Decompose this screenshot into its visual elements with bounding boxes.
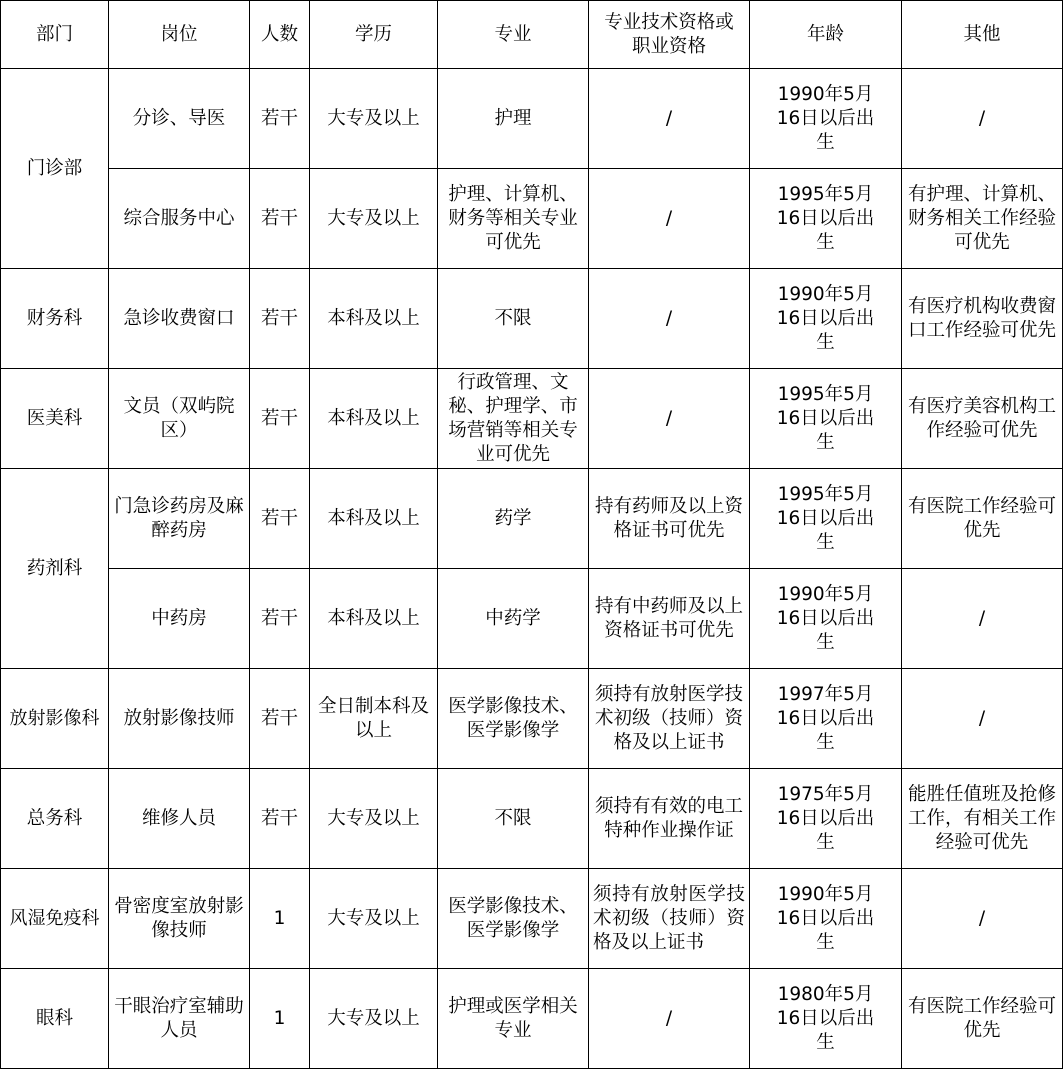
position-cell: 门急诊药房及麻醉药房 [109,469,250,569]
education-cell: 本科及以上 [310,269,438,369]
age-cell: 1997年5月16日以后出生 [750,669,902,769]
education-cell: 大专及以上 [310,969,438,1069]
qualification-cell: 须持有放射医学技术初级（技师）资格及以上证书 [589,869,750,969]
age-cell: 1980年5月16日以后出生 [750,969,902,1069]
header-row [1,1,1063,69]
count-cell: 若干 [250,769,310,869]
age-cell: 1975年5月16日以后出生 [750,769,902,869]
major-cell: 中药学 [438,569,589,669]
major-cell: 不限 [438,269,589,369]
education-cell: 大专及以上 [310,69,438,169]
count-cell: 若干 [250,69,310,169]
age-cell: 1995年5月16日以后出生 [750,369,902,469]
position-cell: 文员（双屿院区） [109,369,250,469]
dept-cell: 眼科 [1,969,109,1069]
count-cell: 若干 [250,269,310,369]
table-row [1,169,1063,269]
other-cell: 能胜任值班及抢修工作，有相关工作经验可优先 [902,769,1063,869]
education-cell: 本科及以上 [310,369,438,469]
qualification-cell: 持有中药师及以上资格证书可优先 [589,569,750,669]
age-cell: 1995年5月16日以后出生 [750,469,902,569]
header-qualification: 专业技术资格或职业资格 [589,1,750,69]
header-count: 人数 [250,1,310,69]
qualification-cell: / [589,269,750,369]
dept-cell: 门诊部 [1,69,109,269]
table-row [1,469,1063,569]
major-cell: 行政管理、文秘、护理学、市场营销等相关专业可优先 [438,369,589,469]
count-cell: 若干 [250,669,310,769]
position-cell: 分诊、导医 [109,69,250,169]
qualification-cell: / [589,169,750,269]
age-cell: 1990年5月16日以后出生 [750,569,902,669]
qualification-cell: 持有药师及以上资格证书可优先 [589,469,750,569]
dept-cell: 风湿免疫科 [1,869,109,969]
header-position: 岗位 [109,1,250,69]
age-cell: 1995年5月16日以后出生 [750,169,902,269]
education-cell: 大专及以上 [310,869,438,969]
header-other: 其他 [902,1,1063,69]
dept-cell: 医美科 [1,369,109,469]
table-row [1,969,1063,1069]
table-row [1,769,1063,869]
major-cell: 医学影像技术、医学影像学 [438,869,589,969]
qualification-cell: / [589,69,750,169]
position-cell: 中药房 [109,569,250,669]
dept-cell: 总务科 [1,769,109,869]
education-cell: 全日制本科及以上 [310,669,438,769]
qualification-cell: / [589,369,750,469]
other-cell: 有护理、计算机、财务相关工作经验可优先 [902,169,1063,269]
other-cell: / [902,569,1063,669]
count-cell: 若干 [250,169,310,269]
age-cell: 1990年5月16日以后出生 [750,869,902,969]
dept-cell: 药剂科 [1,469,109,669]
header-major: 专业 [438,1,589,69]
count-cell: 若干 [250,569,310,669]
major-cell: 不限 [438,769,589,869]
other-cell: 有医疗机构收费窗口工作经验可优先 [902,269,1063,369]
table-row [1,69,1063,169]
other-cell: 有医疗美容机构工作经验可优先 [902,369,1063,469]
table-row [1,669,1063,769]
position-cell: 急诊收费窗口 [109,269,250,369]
education-cell: 本科及以上 [310,469,438,569]
education-cell: 大专及以上 [310,769,438,869]
dept-cell: 财务科 [1,269,109,369]
position-cell: 放射影像技师 [109,669,250,769]
table-row [1,369,1063,469]
table-row [1,269,1063,369]
other-cell: / [902,669,1063,769]
age-cell: 1990年5月16日以后出生 [750,69,902,169]
count-cell: 若干 [250,369,310,469]
major-cell: 医学影像技术、医学影像学 [438,669,589,769]
header-education: 学历 [310,1,438,69]
other-cell: / [902,869,1063,969]
position-cell: 骨密度室放射影像技师 [109,869,250,969]
header-age: 年龄 [750,1,902,69]
age-cell: 1990年5月16日以后出生 [750,269,902,369]
dept-cell: 放射影像科 [1,669,109,769]
count-cell: 若干 [250,469,310,569]
major-cell: 护理或医学相关专业 [438,969,589,1069]
qualification-cell: 须持有有效的电工特种作业操作证 [589,769,750,869]
education-cell: 大专及以上 [310,169,438,269]
education-cell: 本科及以上 [310,569,438,669]
header-dept: 部门 [1,1,109,69]
major-cell: 护理 [438,69,589,169]
position-cell: 干眼治疗室辅助人员 [109,969,250,1069]
other-cell: 有医院工作经验可优先 [902,969,1063,1069]
other-cell: / [902,69,1063,169]
qualification-cell: 须持有放射医学技术初级（技师）资格及以上证书 [589,669,750,769]
table-row [1,869,1063,969]
major-cell: 药学 [438,469,589,569]
count-cell: 1 [250,969,310,1069]
position-cell: 综合服务中心 [109,169,250,269]
other-cell: 有医院工作经验可优先 [902,469,1063,569]
qualification-cell: / [589,969,750,1069]
count-cell: 1 [250,869,310,969]
major-cell: 护理、计算机、财务等相关专业可优先 [438,169,589,269]
table-row [1,569,1063,669]
position-cell: 维修人员 [109,769,250,869]
